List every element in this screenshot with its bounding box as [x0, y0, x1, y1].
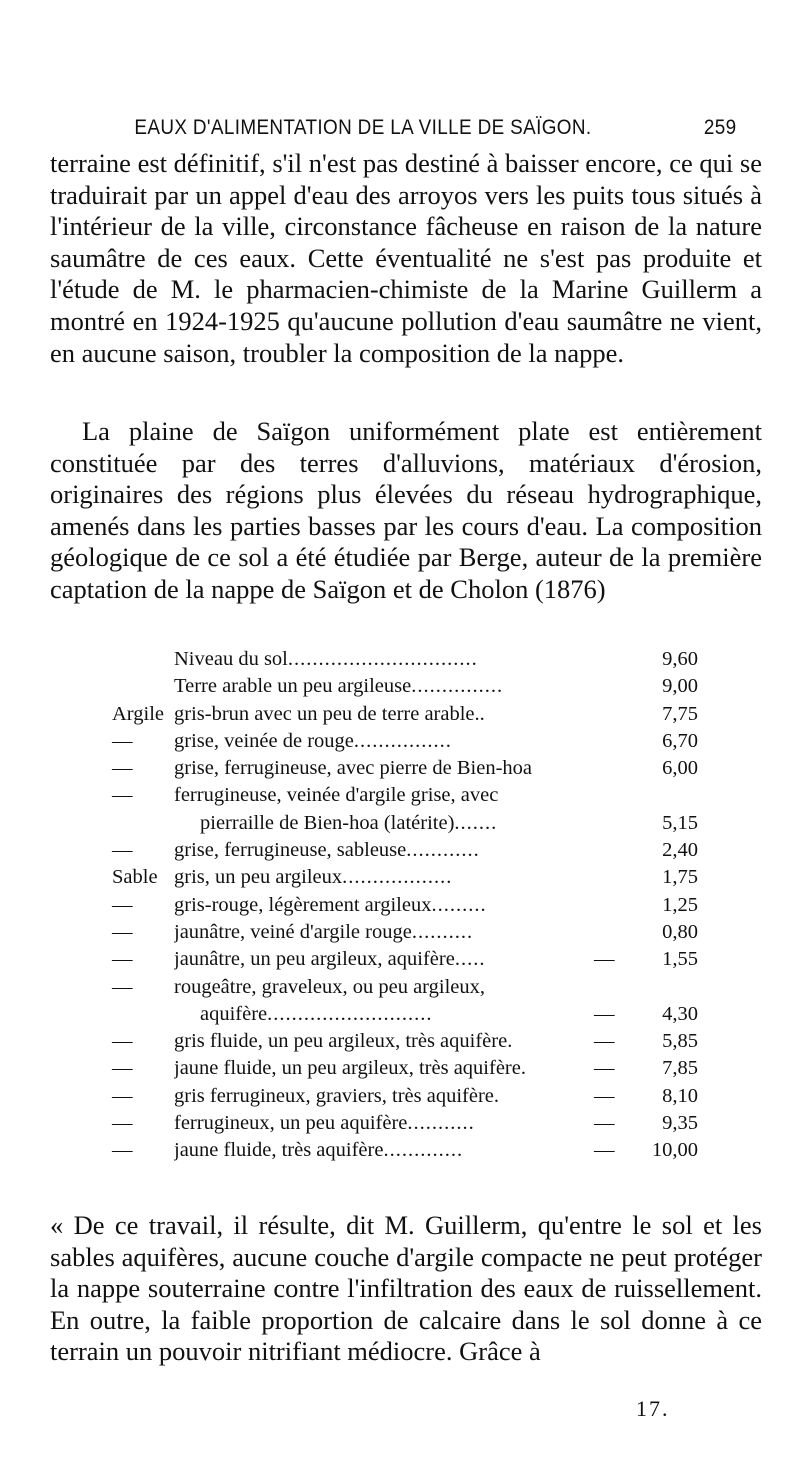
leader-dots: ..........	[411, 920, 474, 943]
strata-row	[112, 1137, 722, 1164]
depth-sign: —	[594, 1057, 615, 1080]
strata-description	[174, 837, 574, 864]
leader-dots: ..................	[342, 866, 453, 889]
strata-material: —	[112, 1030, 133, 1053]
strata-depth-value: 5,85	[662, 1030, 698, 1053]
strata-description-text: gris-rouge, légèrement argileux	[174, 893, 432, 916]
strata-depth-value: 7,75	[662, 702, 698, 725]
strata-row	[112, 646, 722, 673]
leader-dots: ...........................	[267, 1002, 433, 1025]
leader-dots: ............	[406, 839, 480, 862]
strata-row	[112, 810, 722, 837]
strata-description	[174, 1083, 574, 1110]
strata-row	[112, 1055, 722, 1082]
depth-sign: —	[594, 1030, 615, 1053]
strata-material: —	[112, 729, 133, 752]
paragraph-2-text: La plaine de Saïgon uniformément plate est entièrement constituée par des terres d'alluvions, matériaux d'érosion, originaires des régions plus élevées du réseau hydrographique, amenés dans les parties basses par les cours d'eau. La composition géologique de ce sol a été étudiée par Berge, auteur de la première captation de la nappe de Saïgon et de Cholon (1876)	[50, 416, 762, 604]
strata-description-text: gris-brun avec un peu de terre arable..	[174, 702, 485, 725]
strata-description	[174, 864, 574, 891]
paragraph-3: « De ce travail, il résulte, dit M. Guillerm, qu'entre le sol et les sables aquifères, aucune couche d'argile compacte ne peut protéger la nappe souterraine contre l'infiltration des eaux de ruissellement. En outre, la faible proportion de calcaire dans le sol donne à ce terrain un pouvoir nitrifiant médiocre. Grâce à	[50, 1210, 762, 1367]
strata-depth-value: 9,35	[662, 1112, 698, 1135]
strata-material: —	[112, 784, 133, 807]
strata-depth-value: 5,15	[662, 811, 698, 834]
leader-dots: ................	[353, 729, 452, 752]
strata-depth-value: 6,70	[662, 729, 698, 752]
strata-depth-value: 1,75	[662, 866, 698, 889]
strata-description	[174, 1055, 574, 1082]
strata-row	[112, 946, 722, 973]
strata-description	[174, 701, 574, 728]
running-title: EAUX D'ALIMENTATION DE LA VILLE DE SAÏGON.	[134, 116, 592, 139]
strata-description	[174, 728, 574, 755]
strata-material: —	[112, 757, 133, 780]
strata-row	[112, 1028, 722, 1055]
leader-dots: .............	[383, 1139, 464, 1162]
strata-depth-value: 9,00	[662, 675, 698, 698]
strata-depth-value: 9,60	[662, 648, 698, 670]
strata-depth-value: 4,30	[662, 1002, 698, 1025]
strata-description	[174, 646, 574, 673]
strata-depth-value: 2,40	[662, 839, 698, 862]
strata-table	[112, 646, 722, 1165]
strata-description	[200, 810, 572, 837]
strata-description-text: jaune fluide, très aquifère	[174, 1139, 384, 1162]
strata-material: —	[112, 920, 133, 943]
paragraph-1: terraine est définitif, s'il n'est pas destiné à baisser encore, ce qui se traduirait par un appel d'eau des arroyos vers les puits tous situés à l'intérieur de la ville, circonstance fâcheuse en raison de la nature saumâtre de ces eaux. Cette éventualité ne s'est pas produite et l'étude de M. le pharmacien-chimiste de la Marine Guillerm a montré en 1924-1925 qu'aucune pollution d'eau saumâtre ne vient, en aucune saison, troubler la composition de la nappe.	[50, 148, 762, 368]
leader-dots: ...............	[411, 675, 504, 698]
depth-sign: —	[594, 1084, 615, 1107]
strata-description	[174, 974, 574, 1001]
strata-description	[174, 755, 574, 782]
strata-row	[112, 1083, 722, 1110]
strata-description-text: grise, ferrugineuse, sableuse	[174, 839, 407, 862]
strata-material: —	[112, 1084, 133, 1107]
strata-row	[112, 1001, 722, 1028]
strata-material: Argile	[112, 702, 165, 725]
strata-description-text: gris, un peu argileux	[174, 866, 343, 889]
strata-description	[174, 673, 574, 700]
strata-row	[112, 673, 722, 700]
strata-material: Sable	[112, 866, 158, 889]
strata-row	[112, 919, 722, 946]
strata-depth-value: 7,85	[662, 1057, 698, 1080]
strata-description-text: Niveau du sol	[174, 648, 288, 670]
strata-material: —	[112, 1139, 133, 1162]
strata-description-text: grise, ferrugineuse, avec pierre de Bien-hoa	[174, 757, 533, 780]
depth-sign: —	[594, 1002, 615, 1025]
page-number: 259	[703, 116, 737, 139]
leader-dots: ...............................	[287, 648, 478, 670]
strata-description	[174, 782, 574, 809]
running-header	[48, 106, 737, 150]
strata-row	[112, 755, 722, 782]
strata-description-text: jaune fluide, un peu argileux, très aquifère.	[174, 1057, 526, 1080]
strata-description-text: ferrugineux, un peu aquifère	[174, 1112, 408, 1135]
strata-row	[112, 782, 722, 809]
strata-row	[112, 837, 722, 864]
strata-description-text: gris ferrugineux, graviers, très aquifère.	[174, 1084, 500, 1107]
strata-depth-value: 10,00	[651, 1139, 698, 1162]
strata-row	[112, 892, 722, 919]
strata-description-text: aquifère	[200, 1002, 268, 1025]
strata-description	[174, 1110, 574, 1137]
strata-depth-value: 0,80	[662, 920, 698, 943]
strata-description	[174, 892, 574, 919]
leader-dots: ...........	[407, 1112, 475, 1135]
strata-description-text: pierraille de Bien-hoa (latérite)	[200, 811, 455, 834]
strata-row	[112, 1110, 722, 1137]
strata-depth-value: 8,10	[662, 1084, 698, 1107]
strata-material: —	[112, 893, 133, 916]
strata-description-text: grise, veinée de rouge	[174, 729, 354, 752]
strata-depth-value: 6,00	[662, 757, 698, 780]
strata-description-text: rougeâtre, graveleux, ou peu argileux,	[174, 975, 485, 998]
strata-row	[112, 974, 722, 1001]
strata-description-text: gris fluide, un peu argileux, très aquifère.	[174, 1030, 513, 1053]
strata-material: —	[112, 948, 133, 971]
strata-description-text: jaunâtre, veiné d'argile rouge	[174, 920, 412, 943]
signature-mark: 17.	[636, 1396, 670, 1421]
strata-description	[200, 1001, 572, 1028]
strata-description	[174, 919, 574, 946]
strata-description	[174, 1137, 574, 1164]
leader-dots: .......	[454, 811, 498, 834]
strata-material: —	[112, 1112, 133, 1135]
depth-sign: —	[594, 1112, 615, 1135]
leader-dots: .........	[431, 893, 487, 916]
strata-description-text: jaunâtre, un peu argileux, aquifère	[174, 948, 455, 971]
strata-material: —	[112, 839, 133, 862]
strata-row	[112, 864, 722, 891]
strata-description	[174, 1028, 574, 1055]
strata-depth-value: 1,25	[662, 893, 698, 916]
strata-description	[174, 946, 574, 973]
leader-dots: .....	[454, 948, 486, 971]
strata-row	[112, 728, 722, 755]
depth-sign: —	[594, 948, 615, 971]
strata-row	[112, 701, 722, 728]
strata-description-text: Terre arable un peu argileuse	[174, 675, 412, 698]
strata-depth-value: 1,55	[662, 948, 698, 971]
depth-sign: —	[594, 1139, 615, 1162]
strata-material: —	[112, 1057, 133, 1080]
strata-description-text: ferrugineuse, veinée d'argile grise, avec	[174, 784, 499, 807]
paragraph-2	[50, 416, 762, 606]
strata-material: —	[112, 975, 133, 998]
